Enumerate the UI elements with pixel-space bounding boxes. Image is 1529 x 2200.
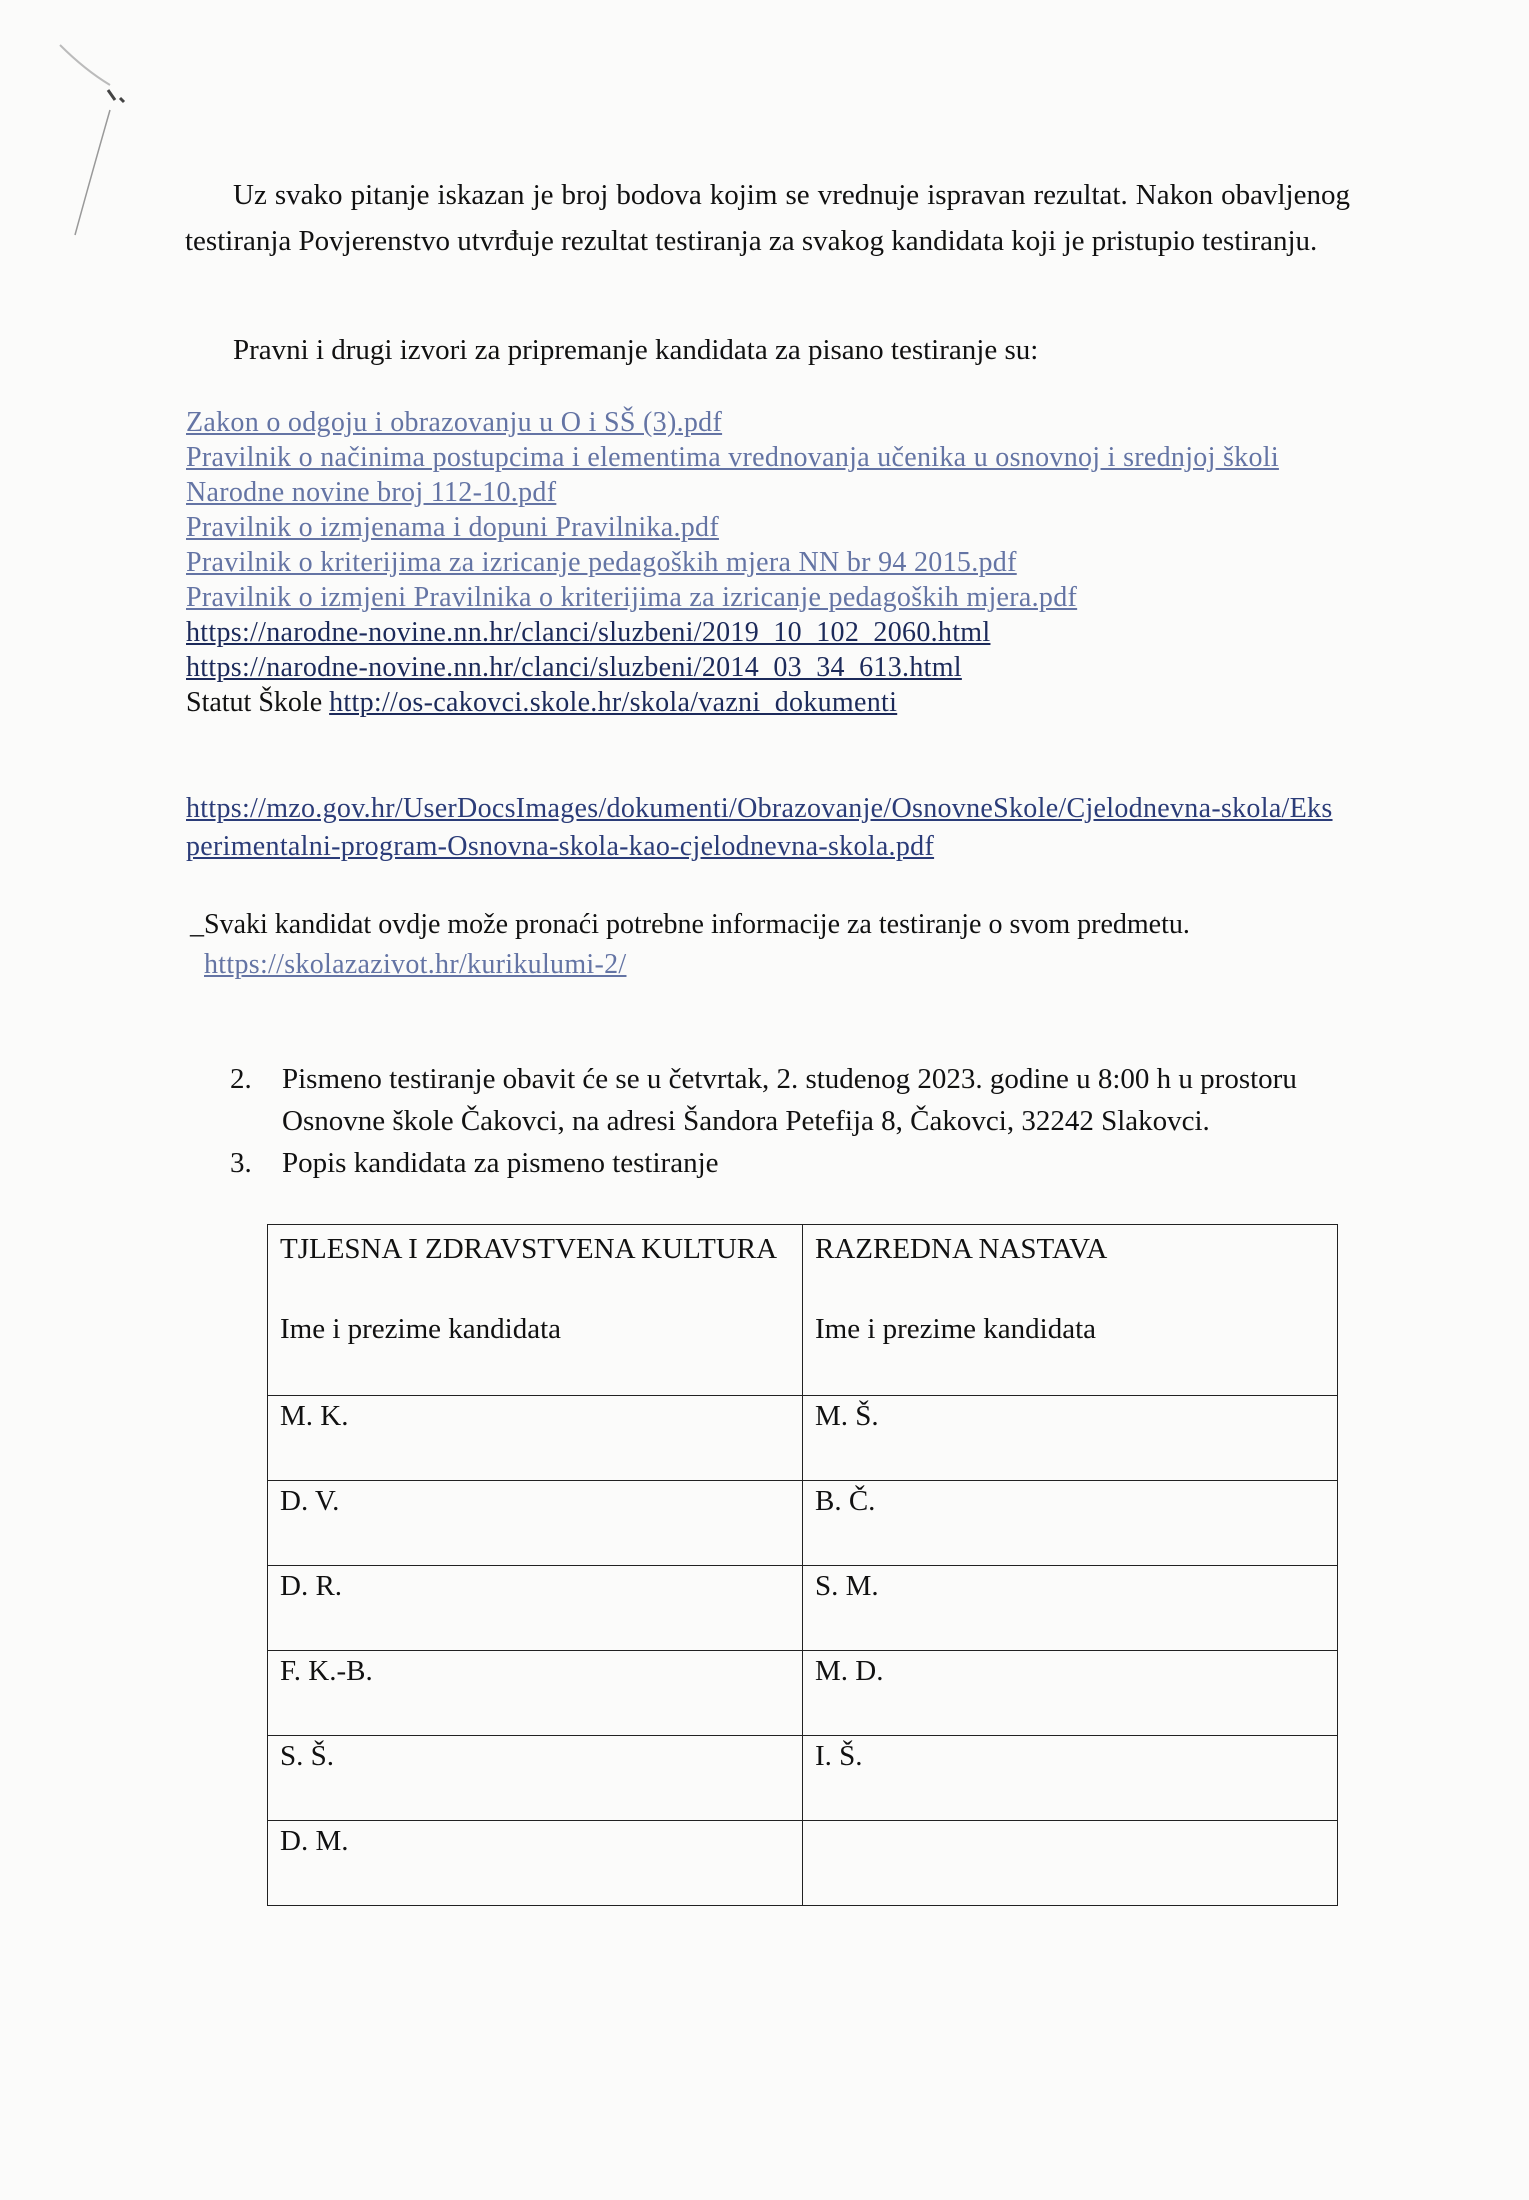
link-mzo-program[interactable]: https://mzo.gov.hr/UserDocsImages/dokumenti/Obrazovanje/OsnovneSkole/Cjelodnevna-skola/Eksperimentalni-program-Osnovna-skola-kao-cjelodnevna-skola.pdf — [186, 793, 1333, 862]
sources-list — [186, 405, 1366, 720]
header-subject: RAZREDNA NASTAVA — [815, 1233, 1108, 1265]
intro-paragraph: Uz svako pitanje iskazan je broj bodova kojim se vrednuje ispravan rezultat. Nakon obavljenog testiranja Povjerenstvo utvrđuje rezultat testiranja za svakog kandidata koji je pristupio testiranju. — [185, 179, 1350, 257]
header-cell-tzk — [268, 1225, 803, 1396]
table-cell: S. M. — [803, 1566, 1338, 1651]
link-narodne-novine-2019[interactable]: https://narodne-novine.nn.hr/clanci/sluzbeni/2019_10_102_2060.html — [186, 617, 991, 648]
link-statut[interactable]: http://os-cakovci.skole.hr/skola/vazni_dokumenti — [329, 687, 898, 718]
numbered-list — [230, 1058, 1330, 1184]
table-cell: I. Š. — [803, 1736, 1338, 1821]
mzo-link-block — [186, 790, 1336, 866]
list-number: 3. — [230, 1147, 252, 1179]
table-cell: D. V. — [268, 1481, 803, 1566]
table-cell: M. K. — [268, 1396, 803, 1481]
table-cell: M. D. — [803, 1651, 1338, 1736]
list-item-text: Popis kandidata za pismeno testiranje — [282, 1147, 719, 1179]
table-row — [268, 1566, 1338, 1651]
statut-label: Statut Škole — [186, 687, 323, 718]
table-row — [268, 1736, 1338, 1821]
link-pravilnik-vrednovanja[interactable]: Pravilnik o načinima postupcima i elementima vrednovanja učenika u osnovnoj i srednjoj školi Narodne novine broj 112-10.pdf — [186, 442, 1279, 508]
header-cell-razredna — [803, 1225, 1338, 1396]
table-cell: B. Č. — [803, 1481, 1338, 1566]
sources-heading: Pravni i drugi izvori za pripremanje kandidata za pisano testiranje su: — [233, 334, 1039, 366]
header-name-label: Ime i prezime kandidata — [815, 1313, 1097, 1345]
link-kurikulumi[interactable]: https://skolazazivot.hr/kurikulumi-2/ — [204, 949, 627, 980]
statut-line — [186, 685, 1366, 720]
link-narodne-novine-2014[interactable]: https://narodne-novine.nn.hr/clanci/sluzbeni/2014_03_34_613.html — [186, 652, 962, 683]
curriculum-note — [190, 905, 1340, 985]
table-row — [268, 1396, 1338, 1481]
table-row — [268, 1481, 1338, 1566]
table-row — [268, 1821, 1338, 1906]
table-header-row — [268, 1225, 1338, 1396]
table-cell: F. K.-B. — [268, 1651, 803, 1736]
table-row — [268, 1651, 1338, 1736]
link-zakon[interactable]: Zakon o odgoju i obrazovanju u O i SŠ (3).pdf — [186, 407, 723, 438]
link-pravilnik-kriteriji[interactable]: Pravilnik o kriterijima za izricanje pedagoških mjera NN br 94 2015.pdf — [186, 547, 1017, 578]
table-cell: S. Š. — [268, 1736, 803, 1821]
candidates-table — [267, 1224, 1338, 1906]
table-cell — [803, 1821, 1338, 1906]
list-item-3 — [230, 1142, 1330, 1184]
table-cell: M. Š. — [803, 1396, 1338, 1481]
link-pravilnik-izmjena-kriterija[interactable]: Pravilnik o izmjeni Pravilnika o kriterijima za izricanje pedagoških mjera.pdf — [186, 582, 1078, 613]
curriculum-note-text: _Svaki kandidat ovdje može pronaći potrebne informacije za testiranje o svom predmetu. — [190, 909, 1190, 940]
table-cell: D. M. — [268, 1821, 803, 1906]
header-name-label: Ime i prezime kandidata — [280, 1313, 562, 1345]
header-subject: TJLESNA I ZDRAVSTVENA KULTURA — [280, 1233, 778, 1265]
scan-artifact-mark — [40, 40, 150, 240]
table-cell: D. R. — [268, 1566, 803, 1651]
list-item-text: Pismeno testiranje obavit će se u četvrtak, 2. studenog 2023. godine u 8:00 h u prostoru Osnovne škole Čakovci, na adresi Šandora Petefija 8, Čakovci, 32242 Slakovci. — [282, 1063, 1297, 1137]
link-pravilnik-izmjene[interactable]: Pravilnik o izmjenama i dopuni Pravilnika.pdf — [186, 512, 719, 543]
list-number: 2. — [230, 1063, 252, 1095]
list-item-2 — [230, 1058, 1330, 1142]
